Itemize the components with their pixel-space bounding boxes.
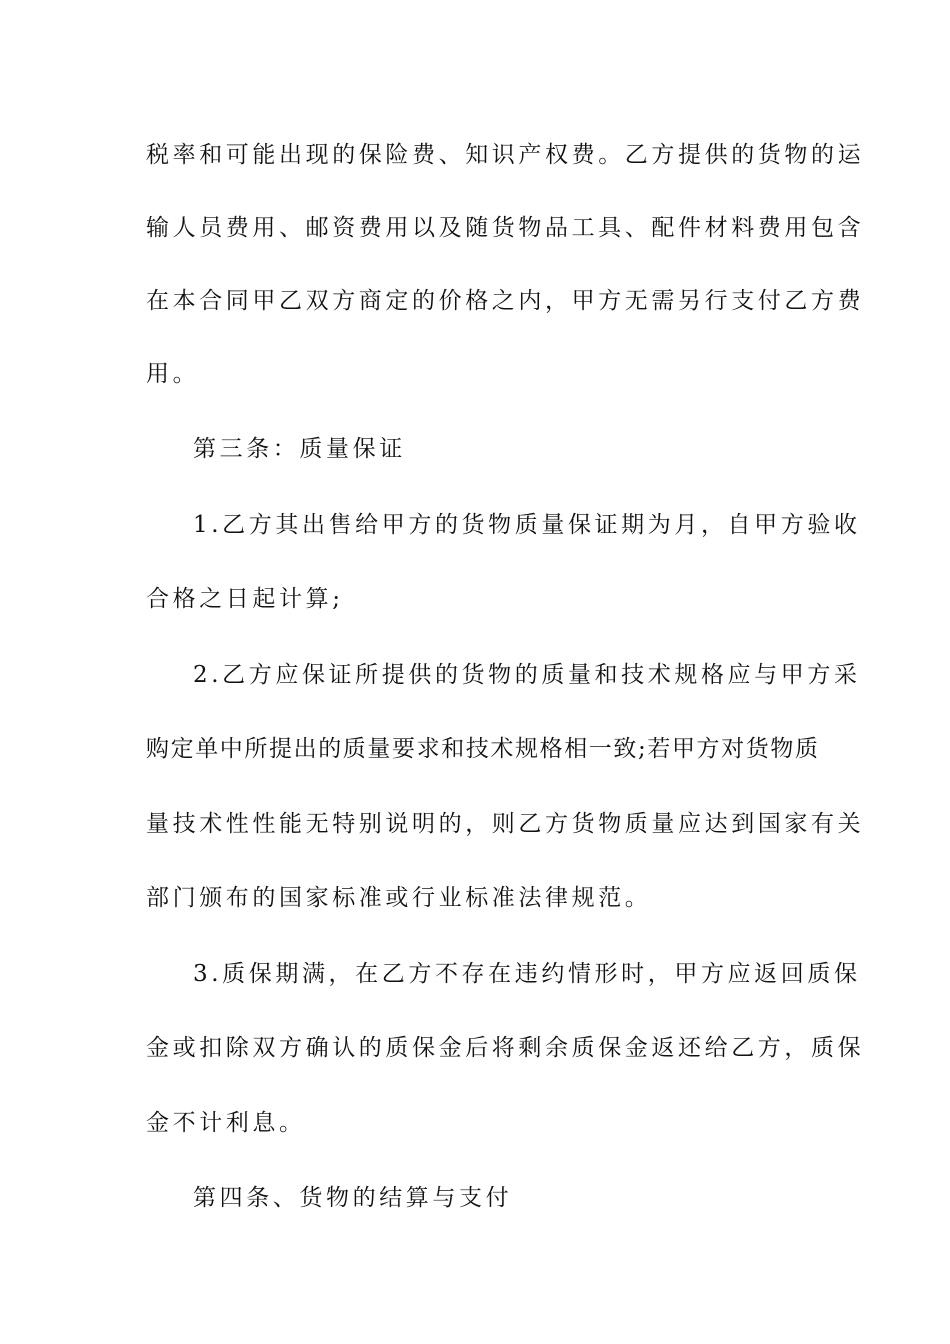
paragraph-line: 3.质保期满，在乙方不存在违约情形时，甲方应返回质保 [193, 961, 861, 987]
paragraph-line: 在本合同甲乙双方商定的价格之内，甲方无需另行支付乙方费 [146, 288, 865, 314]
paragraph-line: 金或扣除双方确认的质保金后将剩余质保金返还给乙方，质保 [146, 1035, 865, 1061]
paragraph-line: 部门颁布的国家标准或行业标准法律规范。 [146, 885, 652, 911]
paragraph-line: 用。 [146, 361, 200, 387]
paragraph-line: 金不计利息。 [146, 1110, 306, 1136]
paragraph-line: 量技术性性能无特别说明的，则乙方货物质量应达到国家有关 [146, 811, 865, 837]
paragraph-line: 税率和可能出现的保险费、知识产权费。乙方提供的货物的运 [146, 142, 865, 168]
paragraph-line: 合格之日起计算; [146, 586, 344, 612]
paragraph-line: 输人员费用、邮资费用以及随货物品工具、配件材料费用包含 [146, 215, 865, 241]
section-heading: 第三条：质量保证 [193, 436, 406, 462]
section-heading: 第四条、货物的结算与支付 [193, 1185, 513, 1211]
paragraph-line: 购定单中所提出的质量要求和技术规格相一致;若甲方对货物质 [146, 736, 820, 762]
paragraph-line: 2.乙方应保证所提供的货物的质量和技术规格应与甲方采 [193, 662, 861, 688]
paragraph-line: 1.乙方其出售给甲方的货物质量保证期为月，自甲方验收 [193, 512, 861, 538]
